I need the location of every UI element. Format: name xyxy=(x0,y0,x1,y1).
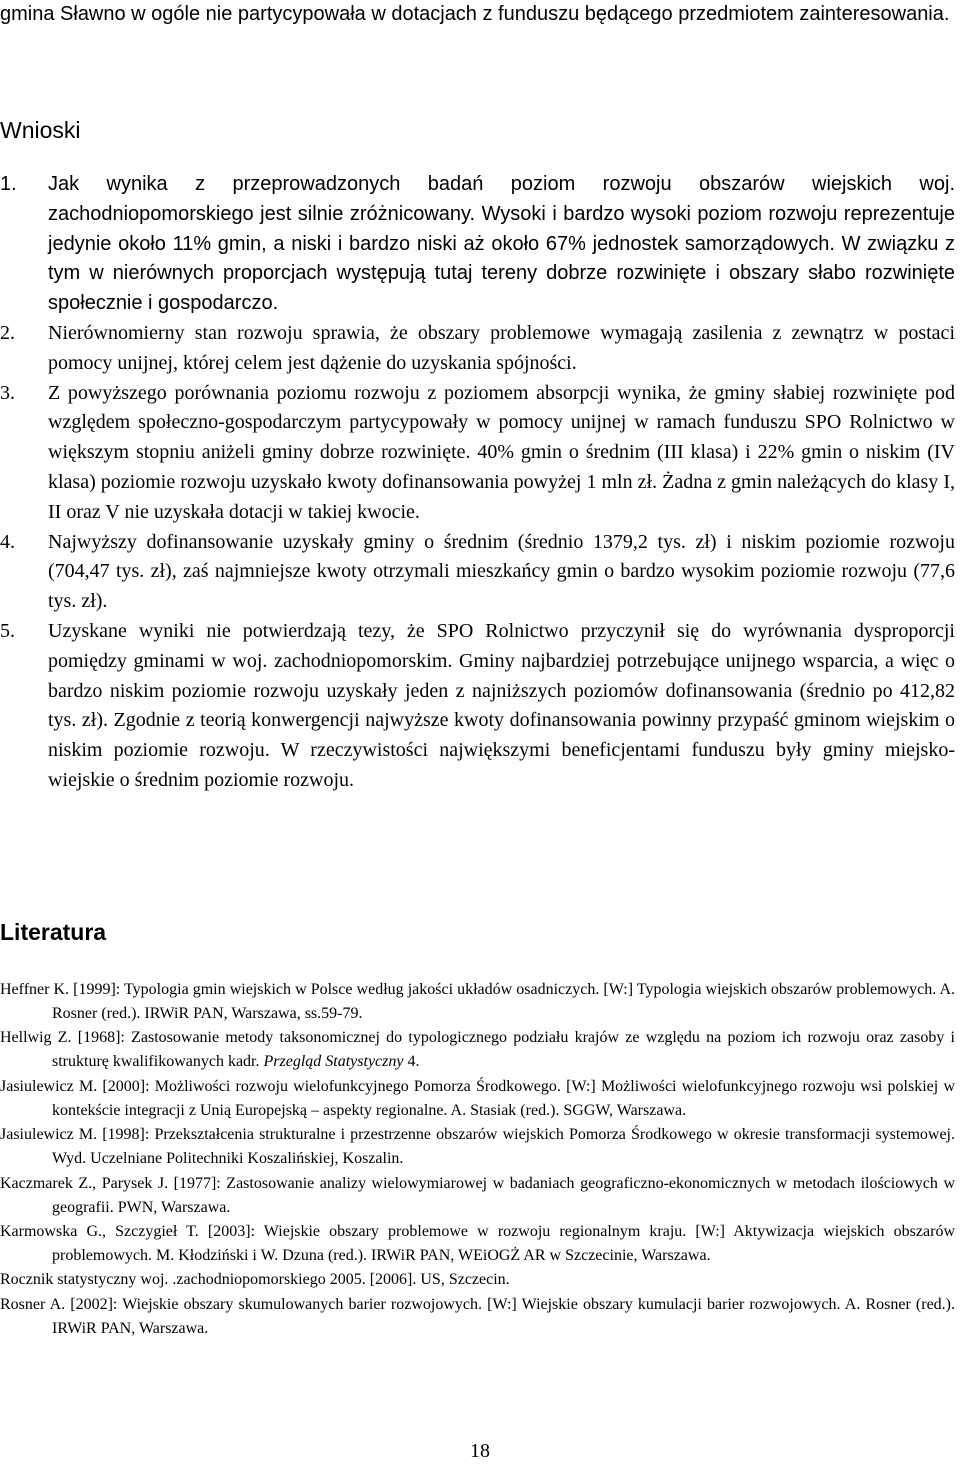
reference-text: Jasiulewicz M. [2000]: Możliwości rozwoju wielofunkcyjnego Pomorza Środkowego. [W:] Możliwości wielofunkcyjnego rozwoju wsi polskiej w kontekście integracji z Unią Europejską – aspekty regionalne. A. Stasiak (red.). SGGW, Warszawa. xyxy=(0,1077,955,1119)
conclusion-item-2 xyxy=(0,319,955,379)
reference-entry xyxy=(0,1220,955,1268)
item-text: Uzyskane wyniki nie potwierdzają tezy, że SPO Rolnictwo przyczynił się do wyrównania dysproporcji pomiędzy gminami w woj. zachodniopomorskim. Gminy najbardziej potrzebujące unijnego wsparcia, a więc o bardzo niskim poziomie rozwoju uzyskały jeden z najniższych poziomów dofinansowania (średnio po 412,82 tys. zł). Zgodnie z teorią konwergencji najwyższe kwoty dofinansowania powinny przypaść gminom wiejskim o niskim poziomie rozwoju. W rzeczywistości największymi beneficjentami funduszu były gminy miejsko-wiejskie o średnim poziomie rozwoju. xyxy=(48,619,955,791)
reference-tail: 4. xyxy=(403,1053,420,1071)
reference-list xyxy=(0,978,955,1341)
intro-paragraph xyxy=(0,0,958,28)
item-number: 2. xyxy=(0,321,15,344)
reference-text: Jasiulewicz M. [1998]: Przekształcenia strukturalne i przestrzenne obszarów wiejskich Pomorza Środkowego w okresie transformacji systemowej. Wyd. Uczelniane Politechniki Koszalińskiej, Koszalin. xyxy=(0,1126,955,1168)
conclusions-heading: Wnioski xyxy=(0,117,81,143)
item-text: Nierównomierny stan rozwoju sprawia, że obszary problemowe wymagają zasilenia z zewnątrz w postaci pomocy unijnej, której celem jest dążenie do uzyskania spójności. xyxy=(48,321,955,374)
reference-entry xyxy=(0,978,955,1026)
item-text: Z powyższego porównania poziomu rozwoju z poziomem absorpcji wynika, że gminy słabiej rozwinięte pod względem społeczno-gospodarczym partycypowały w pomocy unijnej w ramach funduszu SPO Rolnictwo w większym stopniu aniżeli gminy dobrze rozwinięte. 40% gmin o średnim (III klasa) i 22% gmin o niskim (IV klasa) poziomie rozwoju uzyskało kwoty dofinansowania powyżej 1 mln zł. Żadna z gmin należących do klasy I, II oraz V nie uzyskała dotacji w takiej kwocie. xyxy=(48,381,955,523)
page-number: 18 xyxy=(470,1440,490,1462)
reference-text: Hellwig Z. [1968]: Zastosowanie metody taksonomicznej do typologicznego podziału krajów ze względu na poziom ich rozwoju oraz zasoby i strukturę kwalifikowanych kadr. xyxy=(0,1029,955,1071)
item-text: Najwyższy dofinansowanie uzyskały gminy o średnim (średnio 1379,2 tys. zł) i niskim poziomie rozwoju (704,47 tys. zł), zaś najmniejsze kwoty otrzymali mieszkańcy gmin o bardzo wysokim poziomie rozwoju (77,6 tys. zł). xyxy=(48,530,955,613)
item-text: Jak wynika z przeprowadzonych badań poziom rozwoju obszarów wiejskich woj. zachodniopomorskiego jest silnie zróżnicowany. Wysoki i bardzo wysoki poziom rozwoju reprezentuje jedynie około 11% gmin, a niski i bardzo niski aż około 67% jednostek samorządowych. W związku z tym w nierównych proporcjach występują tutaj tereny dobrze rozwinięte i obszary słabo rozwinięte społecznie i gospodarczo. xyxy=(48,173,955,315)
reference-entry xyxy=(0,1172,955,1220)
conclusion-item-5 xyxy=(0,617,955,796)
reference-text: Heffner K. [1999]: Typologia gmin wiejskich w Polsce według jakości układów osadniczych. [W:] Typologia wiejskich obszarów problemowych. A. Rosner (red.). IRWiR PAN, Warszawa, ss.59-79. xyxy=(0,981,955,1022)
reference-entry xyxy=(0,1075,955,1123)
item-number: 3. xyxy=(0,381,15,404)
journal-title: Przegląd Statystyczny xyxy=(263,1053,404,1071)
reference-text: Kaczmarek Z., Parysek J. [1977]: Zastosowanie analizy wielowymiarowej w badaniach geograficzno-ekonomicznych w metodach ilościowych w geografii. PWN, Warszawa. xyxy=(0,1174,955,1216)
reference-entry xyxy=(0,1026,955,1074)
conclusion-item-3 xyxy=(0,379,955,528)
literature-heading: Literatura xyxy=(0,919,107,945)
item-number: 5. xyxy=(0,619,15,642)
intro-text: gmina Sławno w ogóle nie partycypowała w dotacjach z funduszu będącego przedmiotem zainteresowania. xyxy=(0,3,950,25)
reference-entry xyxy=(0,1268,955,1292)
reference-entry xyxy=(0,1293,955,1341)
reference-text: Rocznik statystyczny woj. .zachodniopomorskiego 2005. [2006]. US, Szczecin. xyxy=(0,1271,510,1289)
reference-text: Rosner A. [2002]: Wiejskie obszary skumulowanych barier rozwojowych. [W:] Wiejskie obszary kumulacji barier rozwojowych. A. Rosner (red.). IRWiR PAN, Warszawa. xyxy=(0,1295,955,1337)
item-number: 4. xyxy=(0,530,15,553)
reference-entry xyxy=(0,1123,955,1171)
reference-text: Karmowska G., Szczygieł T. [2003]: Wiejskie obszary problemowe w rozwoju regionalnym kraju. [W:] Aktywizacja wiejskich obszarów problemowych. M. Kłodziński i W. Dzuna (red.). IRWiR PAN, WEiOGŻ AR w Szczecinie, Warszawa. xyxy=(0,1222,955,1264)
conclusion-item-1 xyxy=(0,170,955,319)
conclusions-list xyxy=(0,170,955,796)
conclusion-item-4 xyxy=(0,528,955,617)
item-number: 1. xyxy=(0,173,17,195)
